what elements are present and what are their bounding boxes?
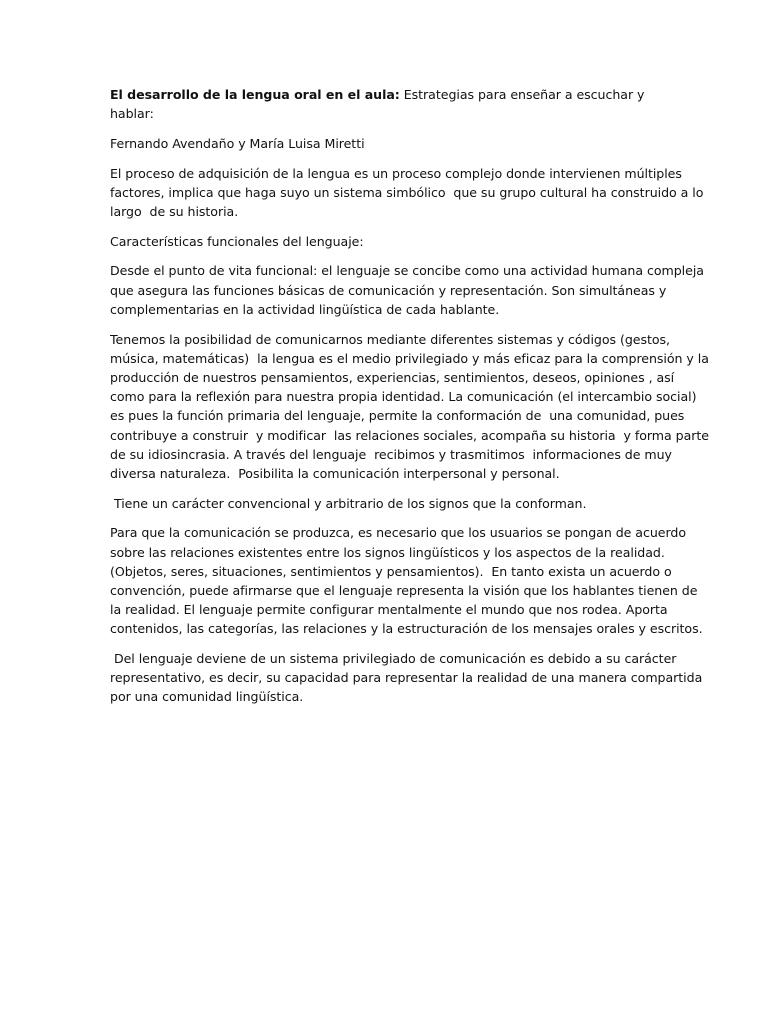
title-rest-text: Estrategias para enseñar a escuchar y hablar: xyxy=(110,87,649,122)
paragraph-line: Desde el punto de vita funcional: el lenguaje se concibe como una actividad humana compleja xyxy=(110,263,704,279)
paragraph-3 xyxy=(110,330,709,484)
paragraph-2 xyxy=(110,261,704,319)
paragraph-line: producción de nuestros pensamientos, experiencias, sentimientos, deseos, opiniones , así xyxy=(110,369,675,385)
paragraph-line: por una comunidad lingüística. xyxy=(110,689,304,705)
paragraph-line: factores, implica que haga suyo un sistema simbólico que su grupo cultural ha construido a lo xyxy=(110,184,704,200)
title-bold-text: El desarrollo de la lengua oral en el aula: xyxy=(110,87,400,102)
paragraph-line: representativo, es decir, su capacidad para representar la realidad de una manera compartida xyxy=(110,670,703,686)
paragraph-line: contenidos, las categorías, las relaciones y la estructuración de los mensajes orales y escritos. xyxy=(110,621,703,637)
paragraph-1 xyxy=(110,164,704,222)
paragraph-line: largo de su historia. xyxy=(110,204,239,220)
section-heading: Características funcionales del lenguaje: xyxy=(110,233,364,249)
paragraph-line: la realidad. El lenguaje permite configurar mentalmente el mundo que nos rodea. Aporta xyxy=(110,602,668,618)
paragraph-line: música, matemáticas) la lengua es el medio privilegiado y más eficaz para la comprensión y la xyxy=(110,350,709,366)
authors-line: Fernando Avendaño y María Luisa Miretti xyxy=(110,135,365,151)
paragraph-6 xyxy=(110,649,703,707)
paragraph-line: como para la reflexión para nuestra propia identidad. La comunicación (el intercambio social) xyxy=(110,389,697,405)
paragraph-line: que asegura las funciones básicas de comunicación y representación. Son simultáneas y xyxy=(110,282,667,298)
paragraph-line: de su idiosincrasia. A través del lenguaje recibimos y trasmitimos informaciones de muy xyxy=(110,446,672,462)
paragraph-line: Para que la comunicación se produzca, es necesario que los usuarios se pongan de acuerdo xyxy=(110,525,686,541)
paragraph-line: diversa naturaleza. Posibilita la comunicación interpersonal y personal. xyxy=(110,465,560,481)
paragraph-line: sobre las relaciones existentes entre los signos lingüísticos y los aspectos de la realidad. xyxy=(110,544,665,560)
paragraph-line: Tenemos la posibilidad de comunicarnos mediante diferentes sistemas y códigos (gestos, xyxy=(110,331,670,347)
paragraph-line: Del lenguaje deviene de un sistema privilegiado de comunicación es debido a su carácter xyxy=(110,651,677,667)
paragraph-5 xyxy=(110,523,703,638)
paragraph-4: Tiene un carácter convencional y arbitrario de los signos que la conforman. xyxy=(110,495,587,511)
paragraph-line: contribuye a construir y modificar las relaciones sociales, acompaña su historia y forma parte xyxy=(110,427,709,443)
paragraph-line: complementarias en la actividad lingüística de cada hablante. xyxy=(110,301,500,317)
paragraph-line: convención, puede afirmarse que el lenguaje representa la visión que los hablantes tienen de xyxy=(110,582,698,598)
paragraph-line: (Objetos, seres, situaciones, sentimientos y pensamientos). En tanto exista un acuerdo o xyxy=(110,563,672,579)
document-title xyxy=(110,85,660,123)
paragraph-line: es pues la función primaria del lenguaje, permite la conformación de una comunidad, pues xyxy=(110,408,685,424)
paragraph-line: El proceso de adquisición de la lengua es un proceso complejo donde intervienen múltiples xyxy=(110,165,682,181)
